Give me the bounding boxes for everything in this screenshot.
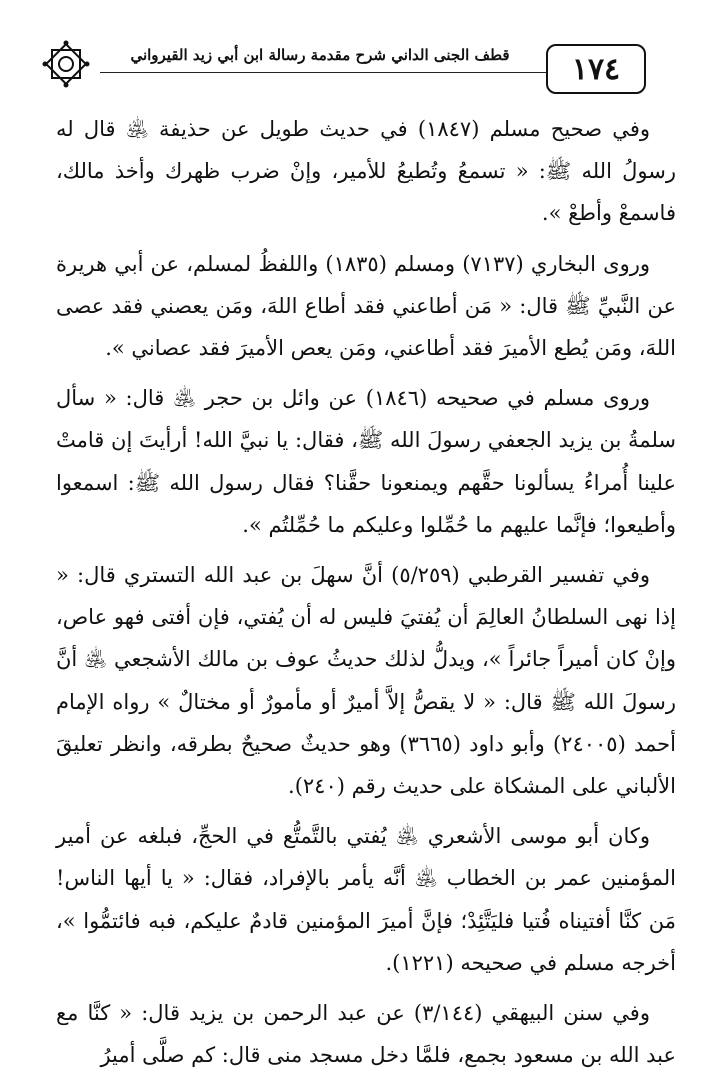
- paragraph: وروى البخاري (٧١٣٧) ومسلم (١٨٣٥) واللفظُ لمسلم، عن أبي هريرة عن النَّبيِّ ﷺ قال: « مَن أطاعني فقد أطاع اللهَ، ومَن يعصني فقد عصى اللهَ، ومَن يُطع الأميرَ فقد أطاعني، ومَن يعص الأميرَ فقد عصاني ».: [56, 251, 676, 361]
- paragraph: وفي تفسير القرطبي (٥/٢٥٩) أنَّ سهلَ بن عبد الله التستري قال: « إذا نهى السلطانُ العالِمَ أن يُفتيَ فليس له أن يُفتي، فإن أفتى فهو عاص، وإنْ كان أميراً جائراً »، ويدلُّ لذلك حديثُ عوف بن مالك الأشجعي ﵁ أنَّ رسولَ الله ﷺ قال: « لا يقصُّ إلاَّ أميرٌ أو مأمورٌ أو مختالٌ » رواه الإمام أحمد (٢٤٠٠٥) وأبو داود (٣٦٦٥) وهو حديثٌ صحيحٌ بطرقه، وانظر تعليقَ الألباني على المشكاة على حديث رقم (٢٤٠).: [56, 563, 676, 799]
- page-body: [56, 108, 676, 1084]
- running-header: [40, 28, 672, 98]
- paragraph: وروى مسلم في صحيحه (١٨٤٦) عن وائل بن حجر ﵁ قال: « سأل سلمةُ بن يزيد الجعفي رسولَ الله ﷺ، فقال: يا نبيَّ الله! أرأيتَ إن قامتْ علينا أُمراءُ يسألونا حقَّهم ويمنعونا حقَّنا؟ فقال رسول الله ﷺ: اسمعوا وأطيعوا؛ فإنَّما عليهم ما حُمِّلوا وعليكم ما حُمِّلتُم ».: [56, 386, 676, 537]
- book-title: قطف الجنى الداني شرح مقدمة رسالة ابن أبي زيد القيرواني: [130, 46, 510, 64]
- page-number: ١٧٤: [546, 44, 646, 94]
- ornament-star-icon: [40, 38, 92, 90]
- paragraph: وفي سنن البيهقي (٣/١٤٤) عن عبد الرحمن بن يزيد قال: « كنَّا مع عبد الله بن مسعود بجمع، فلمَّا دخل مسجد منى قال: كم صلَّى أميرُ: [56, 1001, 676, 1068]
- paragraph: وكان أبو موسى الأشعري ﵁ يُفتي بالتَّمتُّع في الحجِّ، فبلغه عن أمير المؤمنين عمر بن الخطاب ﵁ أنَّه يأمر بالإفراد، فقال: « يا أيها الناس! مَن كنَّا أفتيناه فُتيا فليَتَّئِدْ؛ فإنَّ أميرَ المؤمنين قادمٌ عليكم، فبه فائتمُّوا »، أخرجه مسلم في صحيحه (١٢٢١).: [56, 824, 676, 975]
- header-divider: [100, 72, 546, 73]
- paragraph: وفي صحيح مسلم (١٨٤٧) في حديث طويل عن حذيفة ﵁ قال له رسولُ الله ﷺ: « تسمعُ وتُطيعُ للأمير، وإنْ ضرب ظهرك وأخذ مالك، فاسمعْ وأطعْ ».: [56, 117, 676, 226]
